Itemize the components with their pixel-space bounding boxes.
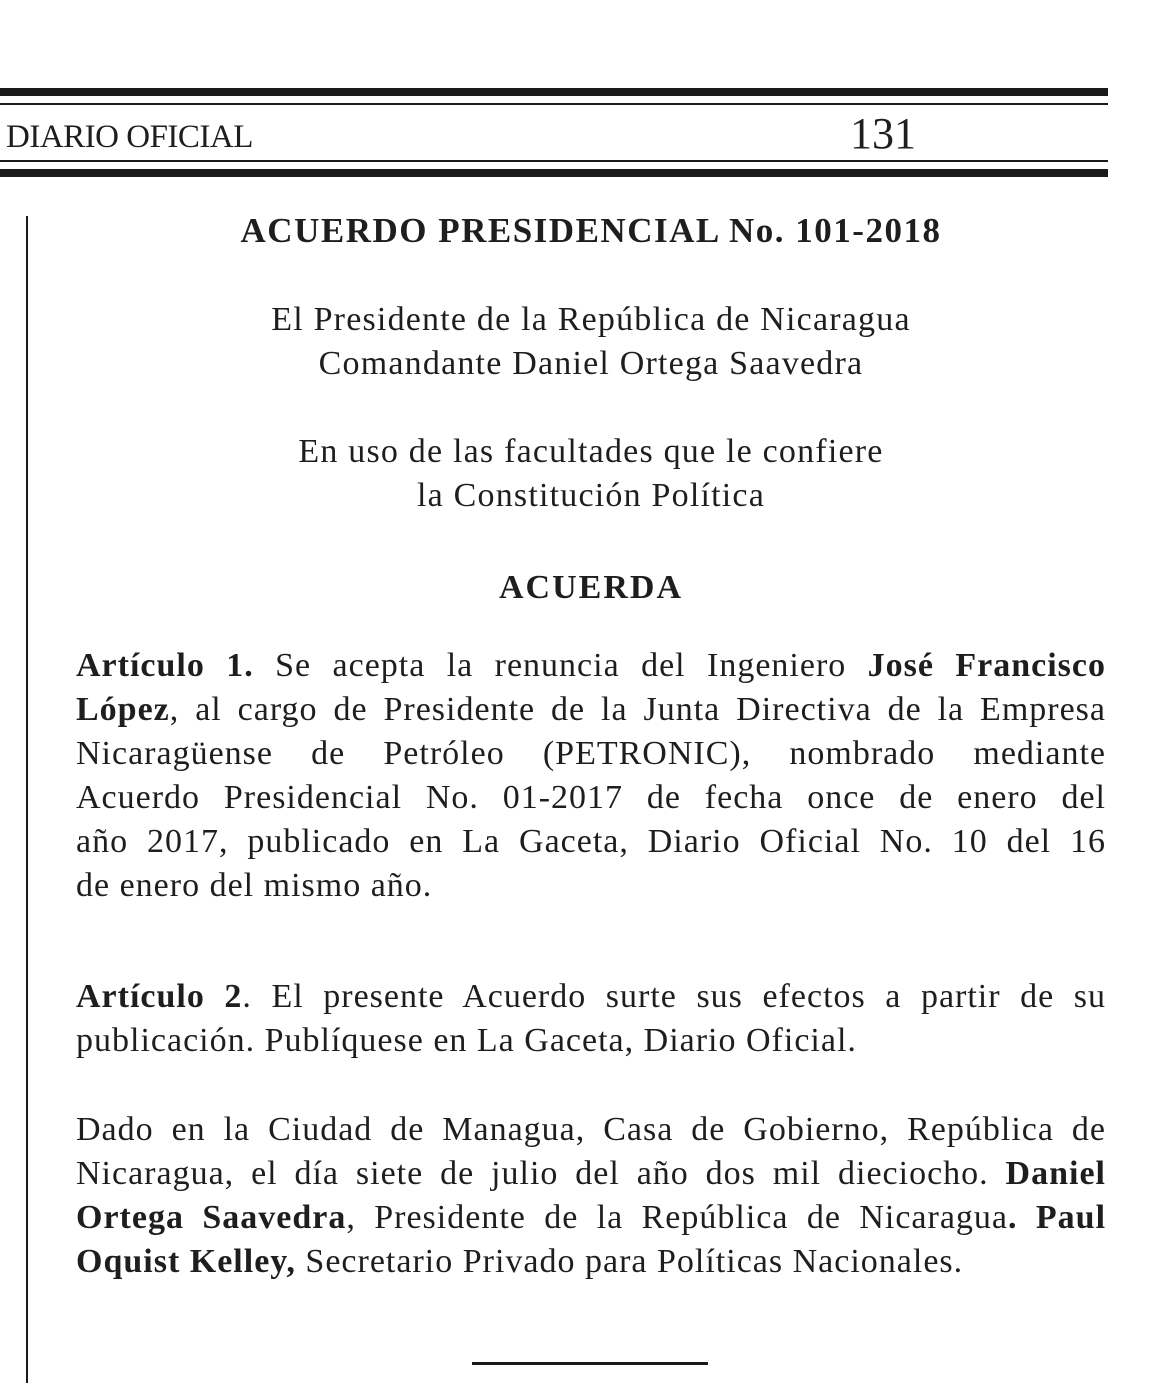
- closing-line: [76, 1196, 1106, 1240]
- person-name: López: [76, 691, 170, 728]
- article-text: Se acepta la renuncia del Ingeniero: [253, 647, 868, 684]
- article-1-heading: Artículo 1.: [76, 647, 254, 684]
- column-divider: [26, 216, 28, 1383]
- intro-line: Comandante Daniel Ortega Saavedra: [318, 345, 864, 382]
- article-1-line: de enero del mismo año.: [76, 867, 433, 904]
- article-1-line: Nicaragüense de Petróleo (PETRONIC), nombrado mediante: [76, 735, 1106, 772]
- header-title: DIARIO OFICIAL: [6, 119, 253, 155]
- closing-line: [76, 1240, 1106, 1284]
- header-rule-top-thin: [0, 103, 1108, 105]
- article-1-line: [76, 688, 1106, 732]
- article-text: . El presente Acuerdo surte sus efectos a partir de su: [242, 978, 1106, 1015]
- header-rule-top-thick: [0, 88, 1108, 96]
- article-2-line: publicación. Publíquese en La Gaceta, Diario Oficial.: [76, 1022, 857, 1059]
- intro-line: En uso de las facultades que le confiere: [298, 433, 884, 470]
- article-1-line: año 2017, publicado en La Gaceta, Diario Oficial No. 10 del 16: [76, 823, 1106, 860]
- person-name: José Francisco: [867, 647, 1107, 684]
- signer-name: Paul: [1035, 1199, 1107, 1236]
- article-1-line: Acuerdo Presidencial No. 01-2017 de fecha once de enero del: [76, 779, 1106, 816]
- resolution-heading: ACUERDA: [499, 569, 683, 606]
- header-rule-bottom-thick: [0, 169, 1108, 177]
- article-1-line: [76, 644, 1106, 688]
- article-text: , al cargo de Presidente de la Junta Directiva de la Empresa: [169, 691, 1106, 728]
- separator: .: [1008, 1199, 1036, 1236]
- article-2-line: [76, 975, 1106, 1019]
- section-end-rule: [472, 1362, 708, 1365]
- closing-line: Dado en la Ciudad de Managua, Casa de Gobierno, República de: [76, 1111, 1106, 1148]
- document-title: ACUERDO PRESIDENCIAL No. 101-2018: [240, 211, 942, 250]
- closing-text: Nicaragua, el día siete de julio del año dos mil dieciocho.: [76, 1155, 1006, 1192]
- article-2-heading: Artículo 2: [76, 978, 243, 1015]
- signer-role: Secretario Privado para Políticas Nacionales.: [295, 1243, 964, 1280]
- header-rule-bottom-thin: [0, 160, 1108, 162]
- signer-name: Oquist Kelley,: [76, 1243, 296, 1280]
- closing-line: [76, 1152, 1106, 1196]
- page-number: 131: [850, 109, 916, 158]
- signer-name: Ortega Saavedra: [76, 1199, 347, 1236]
- intro-line: El Presidente de la República de Nicaragua: [271, 301, 911, 338]
- signer-role: , Presidente de la República de Nicaragua: [346, 1199, 1009, 1236]
- intro-line: la Constitución Política: [417, 477, 765, 514]
- signer-name: Daniel: [1005, 1155, 1106, 1192]
